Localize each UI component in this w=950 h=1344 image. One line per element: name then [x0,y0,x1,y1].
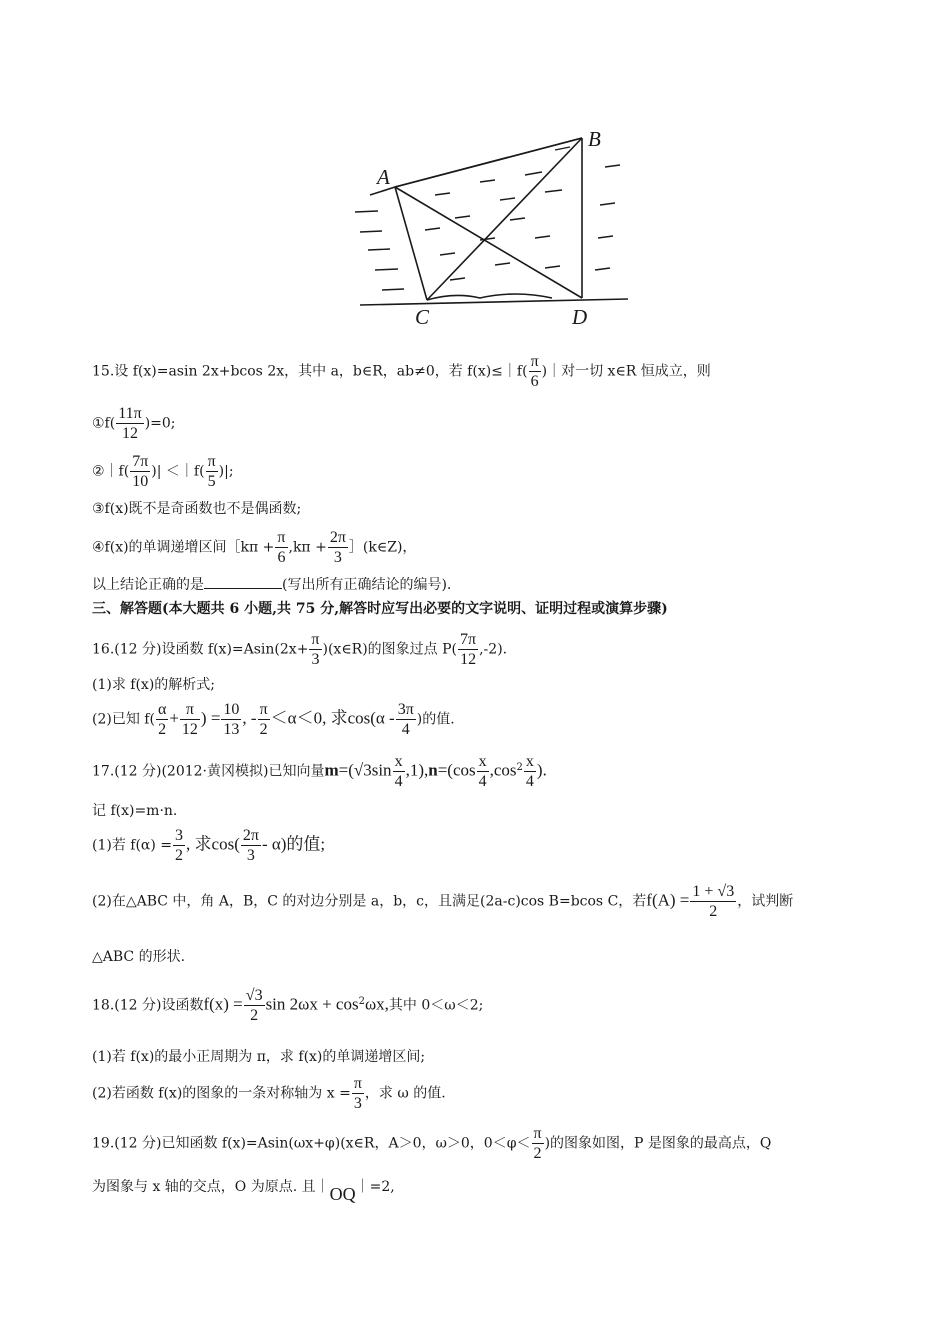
frac-den: 2 [533,1145,542,1162]
triangle-diagram [330,120,640,335]
frac-num: 1 + √3 [692,883,735,900]
eq: ) = [200,708,221,728]
p2-a: (2)若函数 f(x)的图象的一条对称轴为 x = [92,1085,351,1102]
o1-frac [116,404,143,443]
q15-stem-a: 15.设 f(x)=asin 2x+bcos 2x，其中 a，b∈R，ab≠0，若 f(x)≤｜f( [92,363,528,380]
frac-num: x [525,753,534,770]
frac [352,1074,364,1113]
frac-den: 3 [311,651,320,668]
q15-option-1 [92,404,176,443]
shore-bottom [360,299,628,305]
line-ad [395,187,582,298]
frac [244,986,265,1025]
frac-num: π [180,700,200,720]
q16-part-2 [92,700,455,739]
q16-part-1: (1)求 f(x)的解析式; [92,677,215,693]
l2-a: 为图象与 x 轴的交点，O 为原点. 且｜ [92,1179,330,1195]
vector-oq: OQ [329,1184,356,1204]
o4-frac-2 [328,528,348,567]
frac [532,1124,544,1163]
vector-n: n [428,760,438,780]
frac-den: 12 [460,651,477,668]
q17-stem [92,752,547,791]
square: 2 [358,995,365,1007]
frac-den: 3 [353,1095,362,1112]
q16-frac-1 [309,630,321,669]
o2-frac-2 [206,452,218,491]
fa: f(A) = [646,890,690,910]
frac-num: 7π [132,453,149,470]
frac-num: α [157,701,167,718]
p2-a: (2)已知 f( [92,711,155,728]
q18-part-2 [92,1074,446,1113]
geometry-figure [330,120,640,335]
frac-den: 3 [333,549,342,566]
body: sin 2ωx + cos [265,994,359,1014]
f1 [156,700,168,739]
o4-a: ④f(x)的单调递增区间［kπ + [92,539,275,556]
q17-record: 记 f(x)=m·n. [92,803,178,819]
bottom-wave [427,294,552,300]
q15-option-4 [92,528,416,567]
frac-den: 6 [277,549,286,566]
frac-den: 6 [530,373,539,390]
frac-den: 5 [207,473,216,490]
frac-num: 3 [175,827,184,844]
q15-option-3: ③f(x)既不是奇函数也不是偶函数; [92,501,302,517]
q16-a: 16.(12 分)设函数 f(x)=Asin(2x+ [92,641,309,658]
end: ). [536,760,547,780]
line-ab [395,138,582,187]
frac-num: π [311,631,320,648]
p1-a: (1)若 f(α) = [92,837,173,854]
mid1: ,1), [405,760,429,780]
frac-num: 2π [242,827,259,844]
q16-frac-2 [458,630,478,669]
vector-m: m [324,760,339,780]
x3 [524,752,536,791]
frac-den: 2 [250,1007,259,1024]
label-a: A [377,165,390,189]
frac-den: 4 [525,773,534,790]
l2-b: ｜=2, [355,1179,395,1195]
frac-den: 4 [394,773,403,790]
o2-b: )|; [218,463,234,480]
end: )的值. [416,711,455,728]
q15-option-2 [92,452,234,491]
o2-mid: )| ＜｜f( [151,463,205,480]
o1-b: )=0; [144,415,176,432]
frac-num: π [259,701,268,718]
q16-stem [92,630,507,669]
frac-den: 13 [223,721,240,738]
plus: + [169,708,179,728]
frac-num: √3 [245,987,263,1004]
frac-num: π [277,529,286,546]
x1 [393,752,405,791]
ask-b: (写出所有正确结论的编号). [282,577,452,593]
label-d: D [572,305,588,329]
p2-a: (2)在△ABC 中，角 A，B，C 的对边分别是 a，b，c，且满足(2a-c)cos B=bcos C，若 [92,893,647,910]
x2 [477,752,489,791]
frac-num: 2π [329,529,346,546]
frac-num: 7π [460,631,477,648]
frac-den: 2 [709,903,718,920]
o4-b: ］(k∈Z)， [348,539,417,556]
q18-a: 18.(12 分)设函数 [92,997,204,1014]
q16-c: ,-2). [479,641,508,658]
q19-a: 19.(12 分)已知函数 f(x)=Asin(ωx+φ)(x∈R，A＞0，ω＞0，0＜φ＜ [92,1135,531,1152]
frac-num: x [478,753,487,770]
q18-b: 其中 0＜ω＜2; [388,997,484,1014]
q17-part-1 [92,826,325,865]
q15-stem-b: )｜对一切 x∈R 恒成立，则 [541,363,711,380]
frac [690,882,736,921]
q15-ask [92,576,451,594]
p2-b: ，试判断 [737,893,794,910]
water-dashes [355,147,620,290]
fx: f(x) = [203,994,243,1014]
o2-a: ②｜f( [92,463,130,480]
o1-a: ①f( [92,415,116,432]
eq1: =(√3sin [338,760,392,780]
ask-a: 以上结论正确的是 [92,577,204,593]
frac-den: 4 [401,721,410,738]
label-b: B [588,127,601,151]
f1 [173,826,185,865]
f4 [258,700,270,739]
frac-num: 3π [397,701,414,718]
square: 2 [516,761,523,773]
q17-a: 17.(12 分)(2012·黄冈模拟)已知向量 [92,763,325,780]
frac-num: 11π [118,405,142,422]
body2: ωx, [364,994,389,1014]
p1-c: - α)的值; [261,834,326,854]
frac-num: π [530,353,539,370]
label-c: C [415,305,430,329]
f2 [180,700,200,739]
frac-den: 12 [181,721,198,738]
eq2: =(cos [437,760,476,780]
frac-den: 4 [478,773,487,790]
frac-den: 2 [158,721,167,738]
mid2: ,cos [489,760,517,780]
frac-den: 2 [175,847,184,864]
q18-part-1: (1)若 f(x)的最小正周期为 π，求 f(x)的单调递增区间; [92,1049,426,1065]
q19-stem [92,1124,771,1163]
q15-stem [92,352,711,391]
f2 [241,826,261,865]
f5 [396,700,416,739]
range: ＜α＜0, 求cos(α - [270,708,395,728]
q19-b: )的图象如图，P 是图象的最高点，Q [544,1135,772,1152]
q18-stem [92,986,483,1025]
answer-blank[interactable] [204,576,282,589]
o4-mid: ,kπ + [288,539,327,556]
frac-num: π [353,1075,362,1092]
frac-num: x [394,753,403,770]
frac-den: 10 [132,473,149,490]
f3 [221,700,241,739]
section-3-heading: 三、解答题(本大题共 6 小题,共 75 分,解答时应写出必要的文字说明、证明过程或演算步骤) [92,601,668,617]
frac-den: 3 [246,847,255,864]
p1-b: , 求cos( [186,834,240,854]
q16-b: )(x∈R)的图象过点 P( [322,641,458,658]
q15-frac [529,352,541,391]
p2-b: ，求 ω 的值. [364,1085,446,1102]
q17-part-2 [92,882,793,921]
frac-num: π [533,1125,542,1142]
frac-den: 2 [259,721,268,738]
q19-line-2 [92,1176,395,1204]
o4-frac-1 [275,528,287,567]
frac-den: 12 [121,425,138,442]
frac-num: π [207,453,216,470]
q17-part-2-cont: △ABC 的形状. [92,949,186,965]
frac-num: 10 [223,701,240,718]
o2-frac-1 [130,452,150,491]
mid: , - [242,708,257,728]
